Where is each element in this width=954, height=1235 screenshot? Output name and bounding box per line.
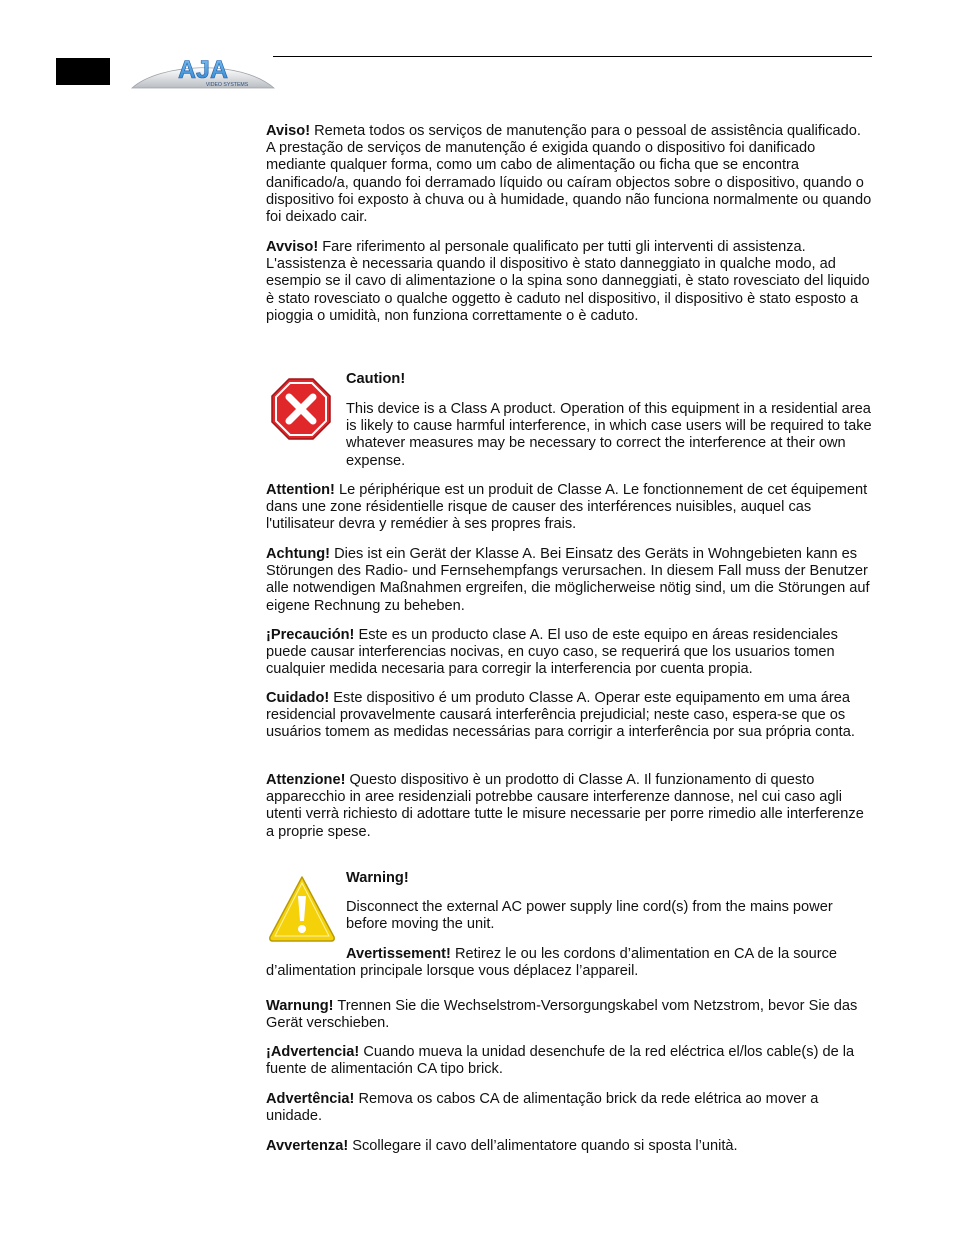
caution-portuguese: Cuidado! Este dispositivo é um produto Classe A. Operar este equipamento em uma área residencial provavelmente causará interferência prejudicial; neste caso, espera-se que os usuários tomem as medidas necessárias para corrigir a interferência por sua própria conta. [266, 690, 855, 741]
service-notice-portuguese: Aviso! Remeta todos os serviços de manutenção para o pessoal de assistência qualificado. A prestação de serviços de manutenção é exigida quando o dispositivo foi danificado mediante qualquer forma, como um cabo de alimentação ou ficha que se encontra danificado/a, quando foi derramado líquido ou caíram objectos sobre o dispositivo, quando o dispositivo foi exposto à chuva ou à humidade, quando não funciona normalmente ou quando foi deixado cair. [266, 123, 872, 226]
warning-heading: Warning! [346, 870, 409, 886]
warning-italian: Avvertenza! Scollegare il cavo dell’alimentatore quando si sposta l’unità. [266, 1138, 738, 1154]
warning-portuguese: Advertência! Remova os cabos CA de alimentação brick da rede elétrica ao mover a unidade. [266, 1091, 819, 1125]
page-number-tab [56, 58, 110, 85]
aja-logo [130, 55, 275, 89]
warning-spanish: ¡Advertencia! Cuando mueva la unidad desenchufe de la red eléctrica el/los cable(s) de la fuente de alimentación CA tipo brick. [266, 1044, 855, 1078]
caution-spanish: ¡Precaución! Este es un producto clase A. El uso de este equipo en áreas residenciales puede causar interferencias nocivas, en cuyo caso, se requerirá que los usuarios tomen cualquier medida necesaria para corregir la interferencia por cuenta propia. [266, 627, 838, 678]
header-rule [273, 56, 872, 57]
warning-german: Warnung! Trennen Sie die Wechselstrom-Versorgungskabel vom Netzstrom, bevor Sie das Gerät verschieben. [266, 998, 858, 1032]
caution-french: Attention! Le périphérique est un produit de Classe A. Le fonctionnement de cet équipement dans une zone résidentielle risque de causer des interférences nuisibles, auquel cas l'utilisateur devra y remédier à ses propres frais. [266, 482, 868, 533]
warning-french: Avertissement! Retirez le ou les cordons d’alimentation en CA de la source d’alimentation principale lorsque vous déplacez l’appareil. [266, 946, 838, 980]
svg-text:AJA: AJA [177, 56, 229, 84]
warning-triangle-icon [267, 874, 337, 944]
service-notice-italian: Avviso! Fare riferimento al personale qualificato per tutti gli interventi di assistenza. L'assistenza è necessaria quando il dispositivo è stato danneggiato in qualche modo, ad esempio se il cavo di alimentazione o la spina sono danneggiati, è stato rovesciato del liquido è stato rovesciato o qualche oggetto è caduto nel dispositivo, il dispositivo è stato esposto a pioggia o umidità, non funziona correttamente o è caduto. [266, 239, 870, 324]
caution-italian: Attenzione! Questo dispositivo è un prodotto di Classe A. Il funzionamento di questo apparecchio in aree residenziali potrebbe causare interferenze dannose, nel cui caso agli utenti verrà richiesto di adottare tutte le misure necessarie per porre rimedio alle interferenze a proprie spese. [266, 772, 864, 840]
svg-text:VIDEO SYSTEMS: VIDEO SYSTEMS [205, 82, 249, 88]
stop-x-icon [270, 377, 332, 441]
caution-text: This device is a Class A product. Operation of this equipment in a residential area is likely to cause harmful interference, in which case users will be required to take whatever measures may be necessary to correct the interference at their own expense. [346, 401, 872, 469]
warning-text: Disconnect the external AC power supply line cord(s) from the mains power before moving the unit. [346, 899, 833, 933]
caution-german: Achtung! Dies ist ein Gerät der Klasse A. Bei Einsatz des Geräts in Wohngebieten kann es Störungen des Radio- und Fernsehempfangs verursachen. In diesem Fall muss der Benutzer alle notwendigen Maßnahmen ergreifen, die möglicherweise nötig sind, um die Störungen auf eigene Rechnung zu beheben. [266, 546, 870, 614]
caution-heading: Caution! [346, 371, 406, 387]
